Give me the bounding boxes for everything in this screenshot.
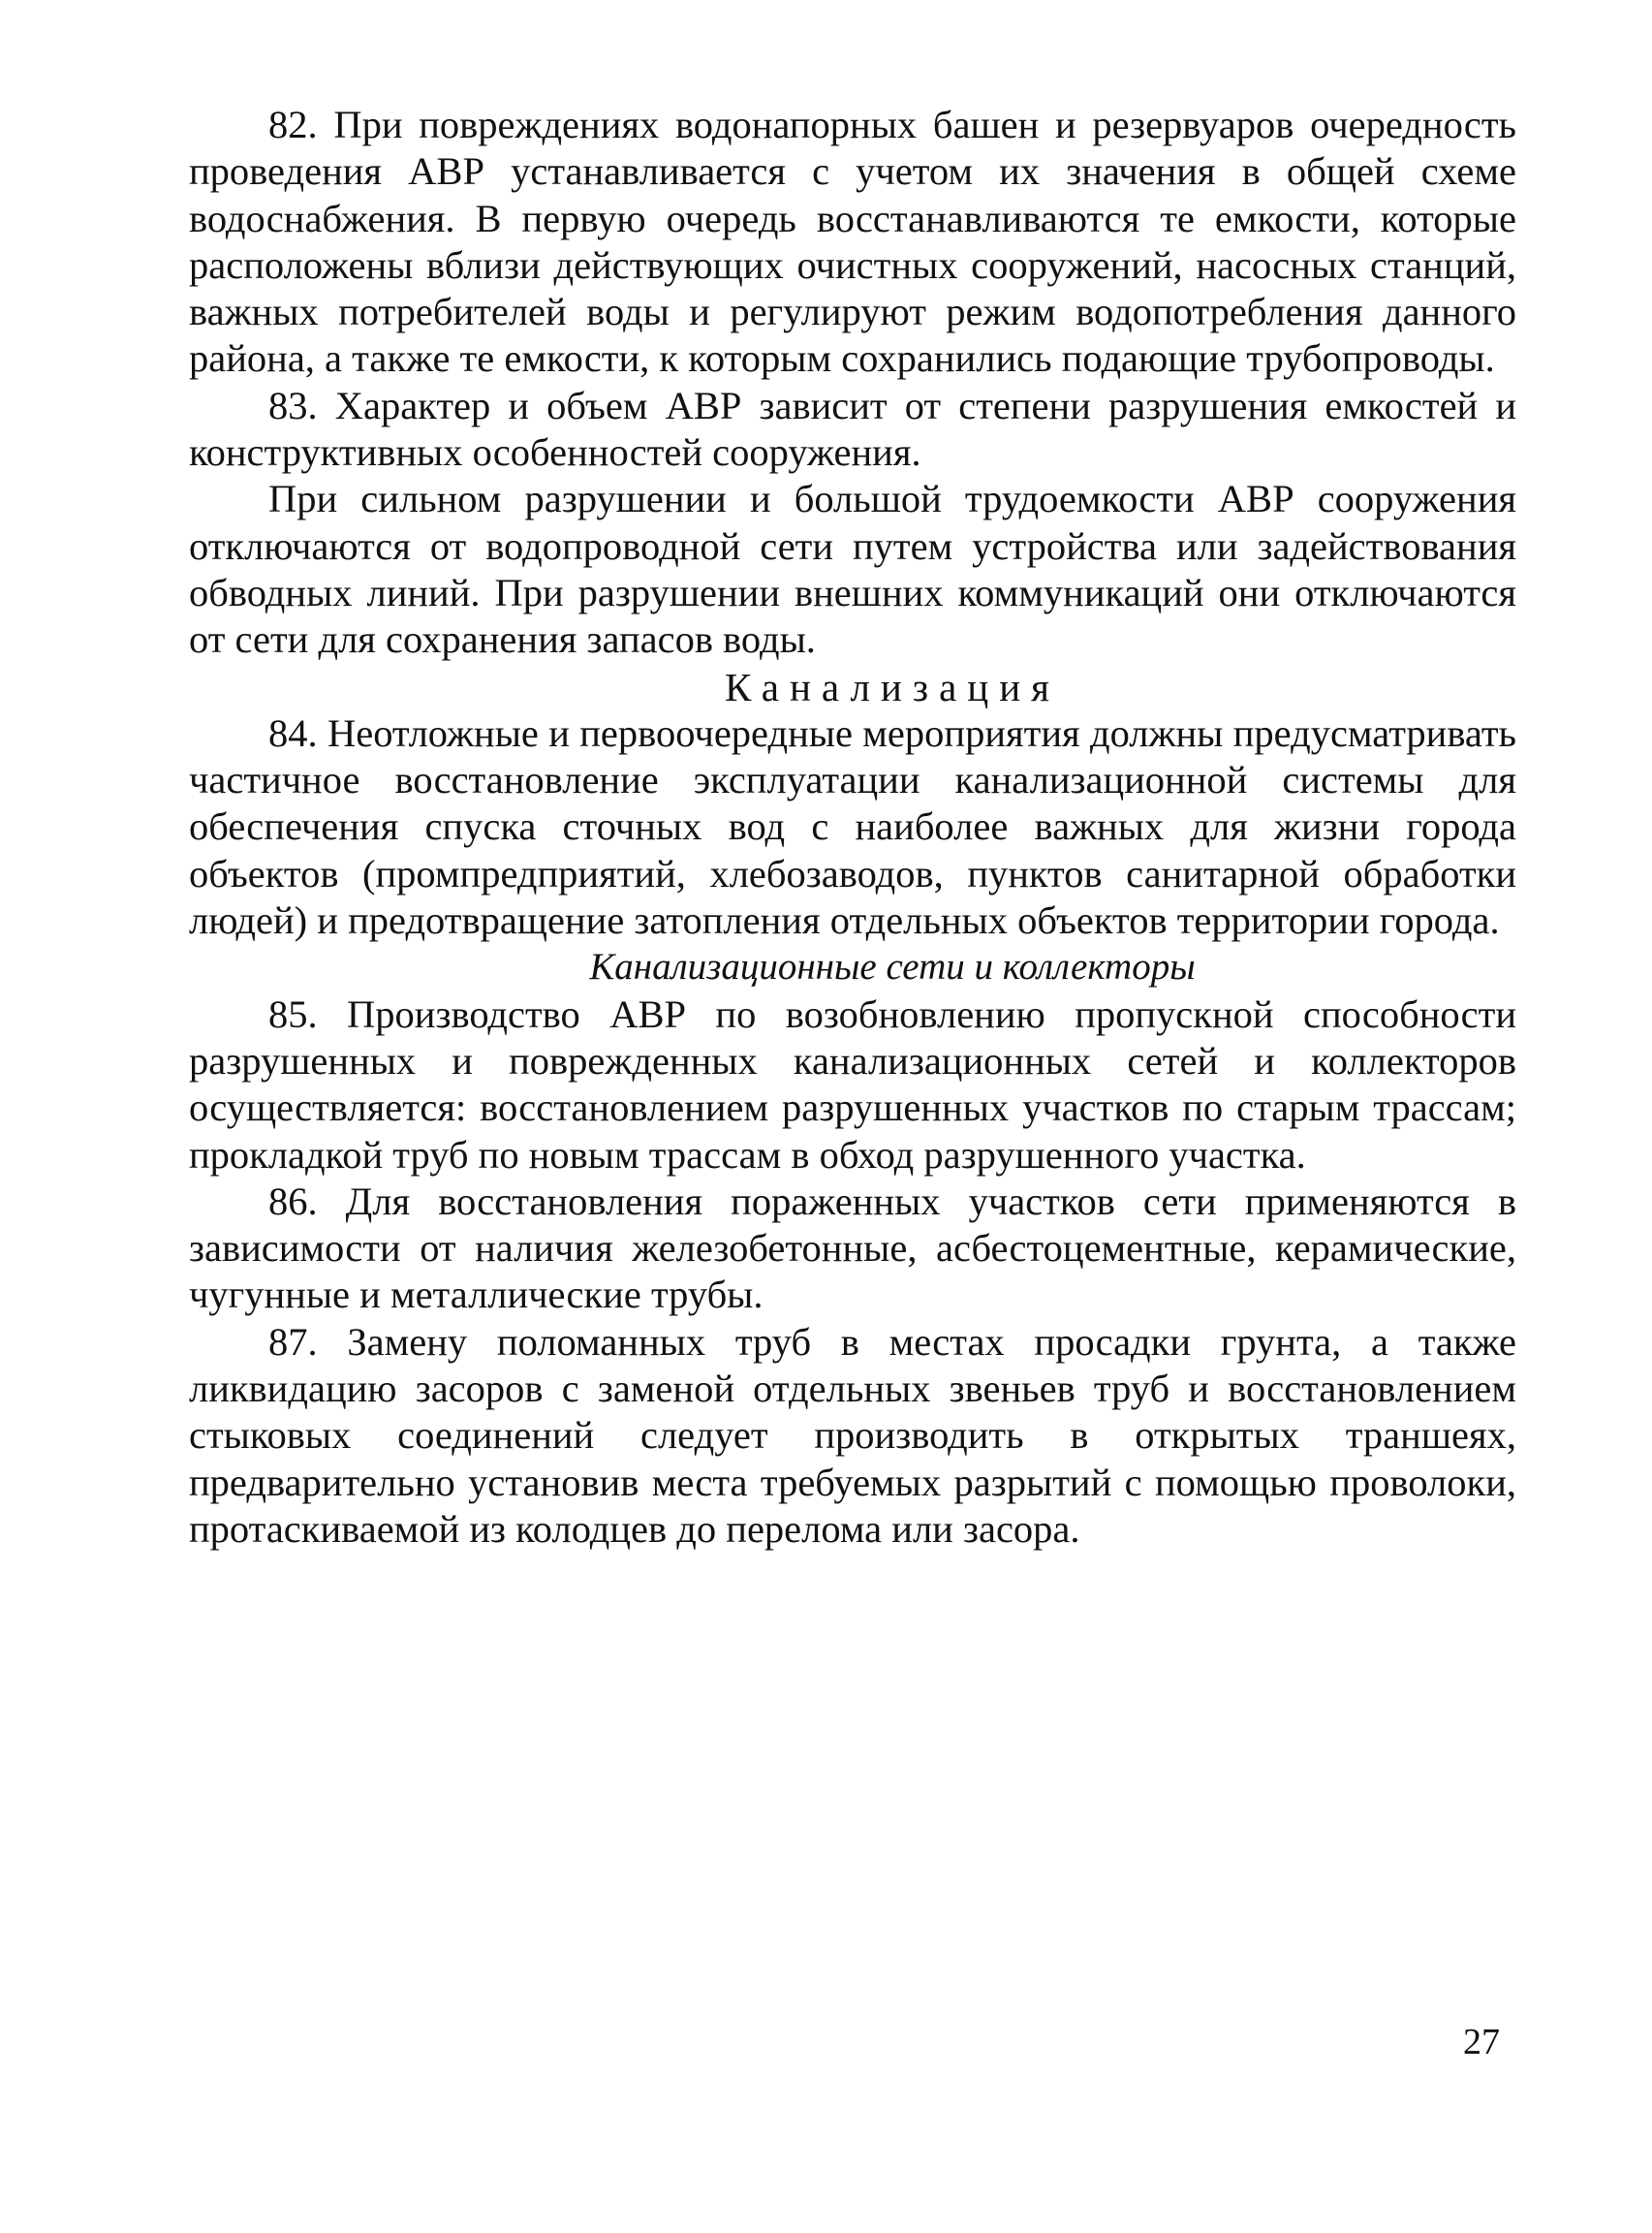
- paragraph-83-continuation: При сильном разрушении и большой трудоемкости АВР сооружения отключаются от водопроводной сети путем устройства или задействования обводных линий. При разрушении внешних коммуникаций они отключаются от сети для сохранения запасов воды.: [189, 477, 1516, 662]
- paragraph-87: 87. Замену поломанных труб в местах просадки грунта, а также ликвидацию засоров с заменой отдельных звеньев труб и восстановлением стыковых соединений следует производить в открытых траншеях, предварительно установив места требуемых разрытий с помощью проволоки, протаскиваемой из колодцев до перелома или засора.: [189, 1319, 1516, 1551]
- paragraph-85: 85. Производство АВР по возобновлению пропускной способности разрушенных и поврежденных канализационных сетей и коллекторов осуществляется: восстановлением разрушенных участков по старым трассам; прокладкой труб по новым трассам в обход разрушенного участка.: [189, 991, 1516, 1177]
- page-body: [189, 102, 1516, 1553]
- paragraph-86: 86. Для восстановления пораженных участков сети применяются в зависимости от наличия железобетонные, асбестоцементные, керамические, чугунные и металлические трубы.: [189, 1179, 1516, 1317]
- paragraph-82: 82. При повреждениях водонапорных башен и резервуаров очередность проведения АВР устанавливается с учетом их значения в общей схеме водоснабжения. В первую очередь восстанавливаются те емкости, которые расположены вблизи действующих очистных сооружений, насосных станций, важных потребителей воды и регулируют режим водопотребления данного района, а также те емкости, к которым сохранились подающие трубопроводы.: [189, 103, 1516, 381]
- subsection-heading-networks: Канализационные сети и коллекторы: [589, 946, 1196, 989]
- paragraph-83: 83. Характер и объем АВР зависит от степени разрушения емкостей и конструктивных особенностей сооружения.: [189, 383, 1516, 475]
- page-number: 27: [1463, 2022, 1500, 2062]
- section-heading-kanalizatsiya: Канализация: [724, 664, 1061, 709]
- paragraph-84: 84. Неотложные и первоочередные мероприятия должны предусматривать частичное восстановление эксплуатации канализационной системы для обеспечения спуска сточных вод с наиболее важных для жизни города объектов (промпредприятий, хлебозаводов, пунктов санитарной обработки людей) и предотвращение затопления отдельных объектов территории города.: [189, 710, 1516, 943]
